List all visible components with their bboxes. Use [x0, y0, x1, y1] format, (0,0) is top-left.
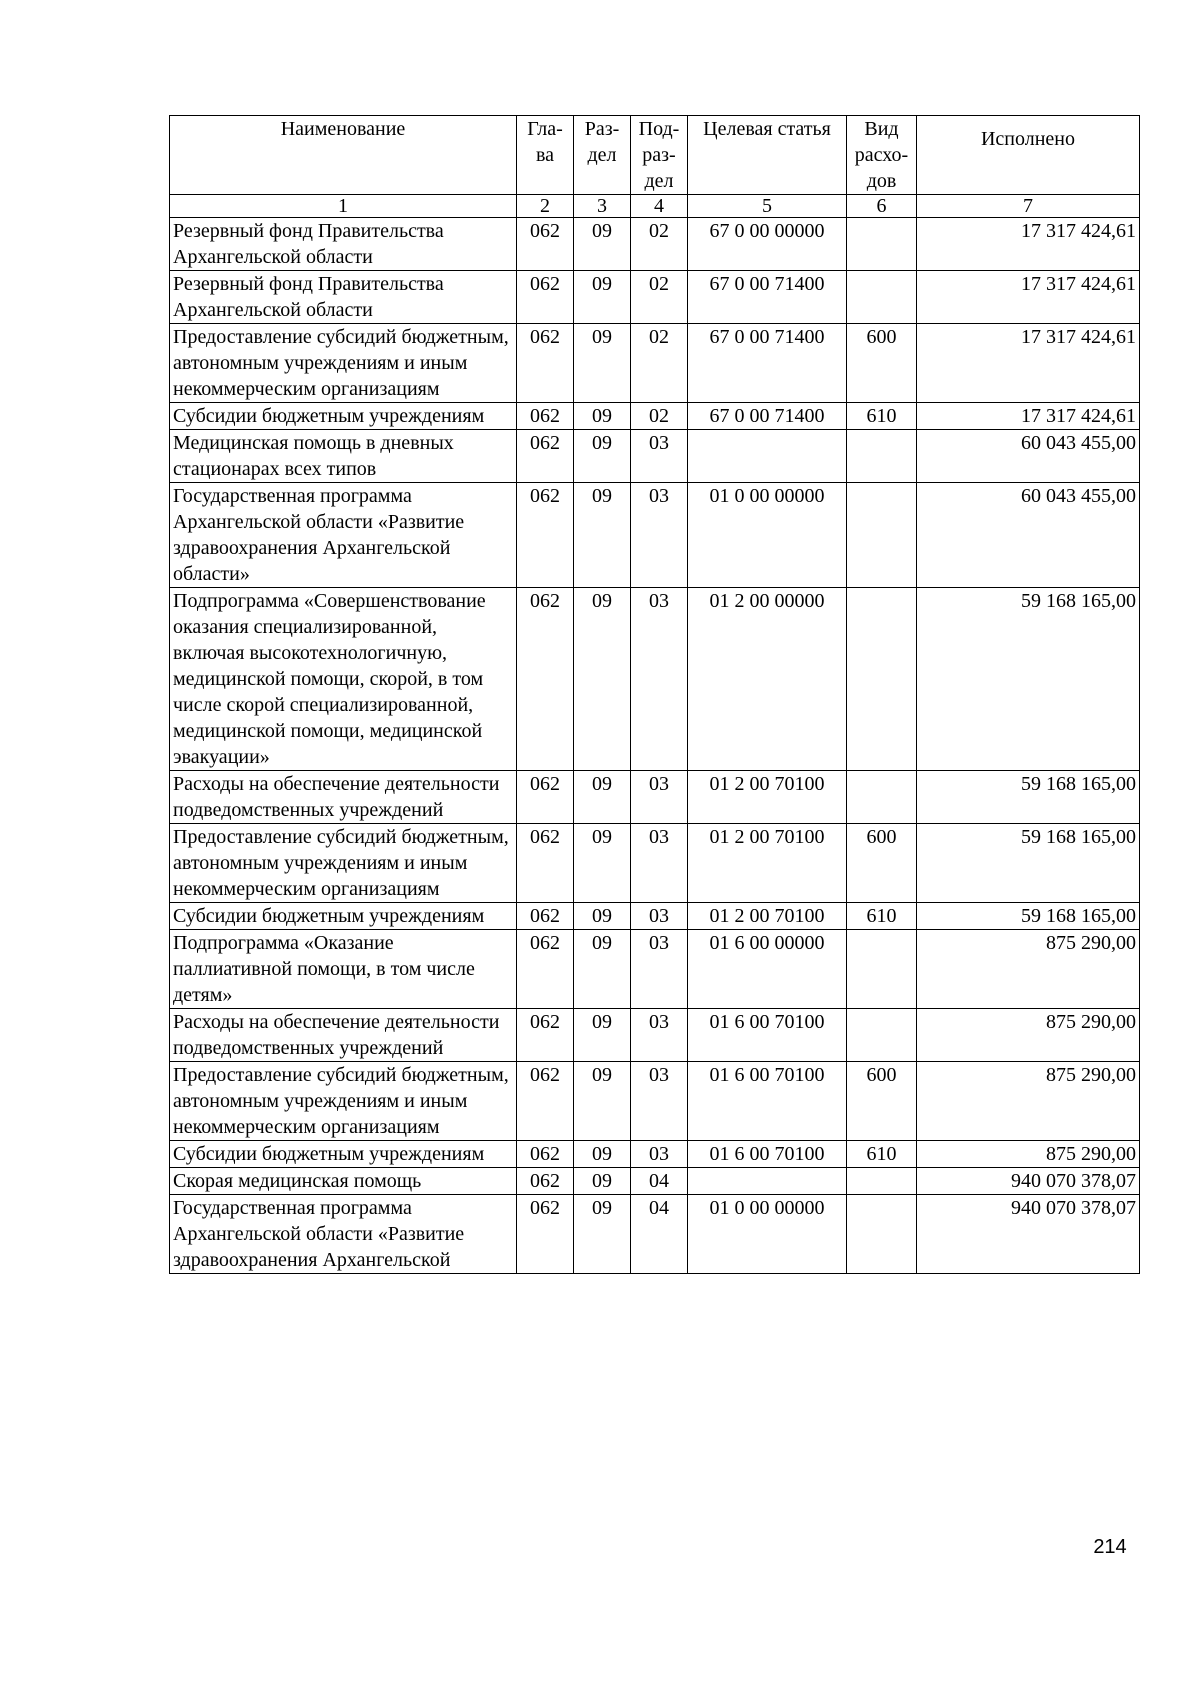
row-chapter: 062	[517, 930, 574, 1009]
row-kind: 610	[847, 403, 917, 430]
row-kind	[847, 1195, 917, 1274]
row-kind: 600	[847, 1062, 917, 1141]
row-kind: 600	[847, 824, 917, 903]
row-section: 09	[574, 403, 631, 430]
row-chapter: 062	[517, 588, 574, 771]
column-number: 2	[517, 195, 574, 218]
header-chapter: Гла- ва	[517, 116, 574, 195]
table-row	[170, 483, 1140, 588]
row-target: 01 6 00 70100	[688, 1141, 847, 1168]
row-section: 09	[574, 324, 631, 403]
row-kind	[847, 1009, 917, 1062]
row-subsection: 04	[631, 1168, 688, 1195]
row-target: 01 2 00 70100	[688, 824, 847, 903]
row-section: 09	[574, 1195, 631, 1274]
row-chapter: 062	[517, 218, 574, 271]
row-chapter: 062	[517, 1009, 574, 1062]
row-target: 01 2 00 70100	[688, 903, 847, 930]
row-subsection: 03	[631, 1009, 688, 1062]
row-name: Субсидии бюджетным учреждениям	[170, 903, 517, 930]
table-row	[170, 930, 1140, 1009]
header-target: Целевая статья	[688, 116, 847, 195]
row-subsection: 02	[631, 271, 688, 324]
column-number: 1	[170, 195, 517, 218]
row-kind	[847, 771, 917, 824]
table-row	[170, 1062, 1140, 1141]
row-kind: 610	[847, 903, 917, 930]
table-row	[170, 1168, 1140, 1195]
row-target	[688, 430, 847, 483]
row-subsection: 02	[631, 218, 688, 271]
row-target	[688, 1168, 847, 1195]
row-subsection: 03	[631, 483, 688, 588]
row-kind	[847, 218, 917, 271]
column-number: 4	[631, 195, 688, 218]
row-name: Скорая медицинская помощь	[170, 1168, 517, 1195]
row-subsection: 03	[631, 824, 688, 903]
row-chapter: 062	[517, 1195, 574, 1274]
row-name: Субсидии бюджетным учреждениям	[170, 1141, 517, 1168]
row-subsection: 04	[631, 1195, 688, 1274]
row-section: 09	[574, 1009, 631, 1062]
row-subsection: 03	[631, 430, 688, 483]
row-amount: 17 317 424,61	[917, 324, 1140, 403]
row-section: 09	[574, 824, 631, 903]
row-kind	[847, 271, 917, 324]
row-chapter: 062	[517, 324, 574, 403]
table-row	[170, 1009, 1140, 1062]
header-name: Наименование	[170, 116, 517, 195]
row-amount: 60 043 455,00	[917, 430, 1140, 483]
row-chapter: 062	[517, 430, 574, 483]
row-section: 09	[574, 483, 631, 588]
header-kind: Вид расхо- дов	[847, 116, 917, 195]
row-name: Предоставление субсидий бюджетным, автономным учреждениям и иным некоммерческим организациям	[170, 324, 517, 403]
row-target: 01 2 00 70100	[688, 771, 847, 824]
row-target: 01 2 00 00000	[688, 588, 847, 771]
row-target: 01 6 00 70100	[688, 1062, 847, 1141]
row-target: 67 0 00 71400	[688, 271, 847, 324]
row-target: 67 0 00 71400	[688, 324, 847, 403]
row-target: 01 0 00 00000	[688, 483, 847, 588]
budget-table	[169, 115, 1140, 1274]
header-executed: Исполнено	[917, 116, 1140, 195]
header-subsection: Под- раз- дел	[631, 116, 688, 195]
table-row	[170, 271, 1140, 324]
row-subsection: 02	[631, 403, 688, 430]
header-section: Раз- дел	[574, 116, 631, 195]
column-number-row	[170, 195, 1140, 218]
table-row	[170, 403, 1140, 430]
row-amount: 875 290,00	[917, 1009, 1140, 1062]
row-name: Подпрограмма «Оказание паллиативной помощи, в том числе детям»	[170, 930, 517, 1009]
row-section: 09	[574, 218, 631, 271]
row-target: 01 6 00 70100	[688, 1009, 847, 1062]
row-subsection: 03	[631, 1141, 688, 1168]
row-subsection: 03	[631, 771, 688, 824]
row-section: 09	[574, 430, 631, 483]
row-section: 09	[574, 588, 631, 771]
table-row	[170, 1141, 1140, 1168]
header-row	[170, 116, 1140, 195]
row-amount: 17 317 424,61	[917, 218, 1140, 271]
row-target: 01 6 00 00000	[688, 930, 847, 1009]
column-number: 3	[574, 195, 631, 218]
row-name: Расходы на обеспечение деятельности подведомственных учреждений	[170, 1009, 517, 1062]
table-row	[170, 588, 1140, 771]
table-row	[170, 824, 1140, 903]
row-amount: 59 168 165,00	[917, 588, 1140, 771]
row-name: Предоставление субсидий бюджетным, автономным учреждениям и иным некоммерческим организациям	[170, 1062, 517, 1141]
row-amount: 17 317 424,61	[917, 271, 1140, 324]
row-chapter: 062	[517, 483, 574, 588]
row-amount: 875 290,00	[917, 1062, 1140, 1141]
row-chapter: 062	[517, 403, 574, 430]
row-chapter: 062	[517, 903, 574, 930]
row-section: 09	[574, 271, 631, 324]
row-name: Медицинская помощь в дневных стационарах всех типов	[170, 430, 517, 483]
row-target: 67 0 00 00000	[688, 218, 847, 271]
row-amount: 940 070 378,07	[917, 1195, 1140, 1274]
row-amount: 60 043 455,00	[917, 483, 1140, 588]
row-chapter: 062	[517, 824, 574, 903]
row-name: Расходы на обеспечение деятельности подведомственных учреждений	[170, 771, 517, 824]
row-amount: 17 317 424,61	[917, 403, 1140, 430]
row-section: 09	[574, 1141, 631, 1168]
row-amount: 59 168 165,00	[917, 824, 1140, 903]
page-number: 214	[1093, 1536, 1127, 1558]
row-name: Государственная программа Архангельской области «Развитие здравоохранения Архангельской области»	[170, 483, 517, 588]
table-row	[170, 771, 1140, 824]
row-section: 09	[574, 1062, 631, 1141]
row-amount: 940 070 378,07	[917, 1168, 1140, 1195]
row-subsection: 03	[631, 588, 688, 771]
row-target: 67 0 00 71400	[688, 403, 847, 430]
column-number: 5	[688, 195, 847, 218]
row-kind	[847, 588, 917, 771]
row-amount: 59 168 165,00	[917, 903, 1140, 930]
row-name: Резервный фонд Правительства Архангельской области	[170, 271, 517, 324]
row-subsection: 02	[631, 324, 688, 403]
row-kind: 610	[847, 1141, 917, 1168]
row-name: Государственная программа Архангельской области «Развитие здравоохранения Архангельской	[170, 1195, 517, 1274]
table-row	[170, 324, 1140, 403]
row-subsection: 03	[631, 903, 688, 930]
table-row	[170, 903, 1140, 930]
table-row	[170, 1195, 1140, 1274]
row-amount: 875 290,00	[917, 930, 1140, 1009]
row-section: 09	[574, 771, 631, 824]
row-name: Предоставление субсидий бюджетным, автономным учреждениям и иным некоммерческим организациям	[170, 824, 517, 903]
table-row	[170, 218, 1140, 271]
table-row	[170, 430, 1140, 483]
row-section: 09	[574, 930, 631, 1009]
column-number: 6	[847, 195, 917, 218]
row-kind	[847, 483, 917, 588]
row-kind	[847, 430, 917, 483]
row-subsection: 03	[631, 930, 688, 1009]
row-name: Субсидии бюджетным учреждениям	[170, 403, 517, 430]
row-chapter: 062	[517, 271, 574, 324]
row-target: 01 0 00 00000	[688, 1195, 847, 1274]
row-section: 09	[574, 903, 631, 930]
row-subsection: 03	[631, 1062, 688, 1141]
row-amount: 59 168 165,00	[917, 771, 1140, 824]
row-chapter: 062	[517, 771, 574, 824]
row-chapter: 062	[517, 1168, 574, 1195]
row-name: Подпрограмма «Совершенствование оказания специализированной, включая высокотехнологичную, медицинской помощи, скорой, в том числе скорой специализированной, медицинской помощи, медицинской эвакуации»	[170, 588, 517, 771]
row-kind	[847, 1168, 917, 1195]
row-section: 09	[574, 1168, 631, 1195]
row-chapter: 062	[517, 1141, 574, 1168]
row-kind: 600	[847, 324, 917, 403]
row-kind	[847, 930, 917, 1009]
row-name: Резервный фонд Правительства Архангельской области	[170, 218, 517, 271]
row-amount: 875 290,00	[917, 1141, 1140, 1168]
column-number: 7	[917, 195, 1140, 218]
row-chapter: 062	[517, 1062, 574, 1141]
